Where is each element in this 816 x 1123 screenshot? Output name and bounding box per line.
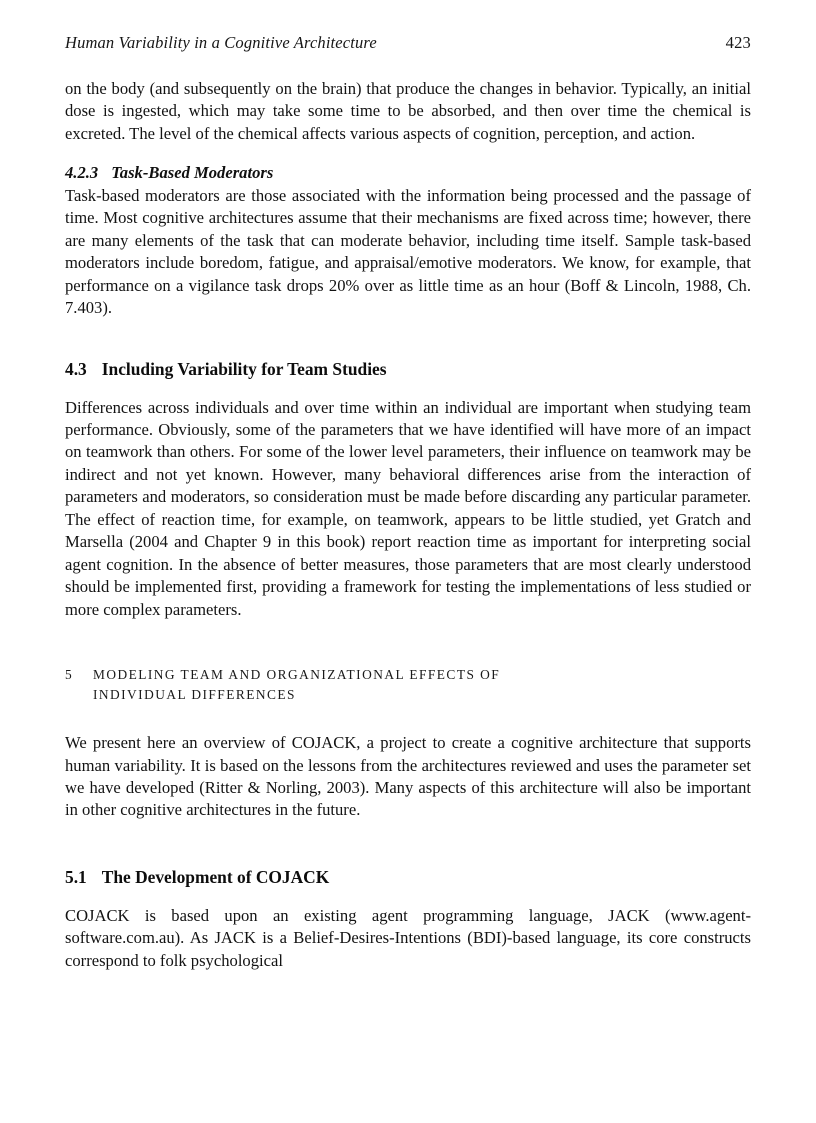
heading-5-1 [65, 866, 751, 888]
heading-5-1-number: 5.1 [65, 866, 87, 887]
spacer [65, 380, 751, 397]
spacer [65, 320, 751, 358]
heading-4-2-3-title: Task-Based Moderators [111, 163, 274, 183]
heading-4-3-title: Including Variability for Team Studies [101, 358, 387, 379]
heading-4-3 [65, 358, 751, 380]
spacer [65, 704, 751, 732]
paragraph-5-1-body: COJACK is based upon an existing agent programming language, JACK (www.agent-software.com.au). As JACK is a Belief-Desires-Intentions (BDI)-based language, its core constructs correspond to folk psychological [65, 905, 751, 970]
heading-5-1-title: The Development of COJACK [101, 866, 330, 887]
paragraph-4-2-3-body: Task-based moderators are those associated with the information being processed and the passage of time. Most cognitive architectures assume that their mechanisms are fixed across time; however, there are many elements of the task that can moderate behavior, including time itself. Sample task-based moderators include boredom, fatigue, and appraisal/emotive moderators. We know, for example, that performance on a vigilance task drops 20% over as little time as an hour (Boff & Lincoln, 1988, Ch. 7.403). [65, 185, 751, 318]
text-column [65, 78, 751, 972]
paragraph-4-3-body: Differences across individuals and over time within an individual are important when studying team performance. Obviously, some of the parameters that we have identified will have more of an impact on teamwork than others. For some of the lower level parameters, their influence on teamwork may be indirect and not yet known. However, many behavioral differences arise from the interaction of parameters and moderators, so consideration must be made before discarding any particular parameter. The effect of reaction time, for example, on teamwork, appears to be little studied, yet Gratch and Marsella (2004 and Chapter 9 in this book) report reaction time as important for interpreting social agent cognition. In the absence of better measures, those parameters that are most clearly understood should be implemented first, providing a framework for testing the implementations of less studied or more complex parameters. [65, 397, 751, 619]
running-head-title: Human Variability in a Cognitive Architecture [65, 33, 377, 52]
spacer [65, 822, 751, 866]
heading-section-5-number: 5 [65, 667, 72, 683]
spacer [65, 888, 751, 905]
heading-4-3-number: 4.3 [65, 358, 87, 379]
heading-section-5-title-line2: INDIVIDUAL DIFFERENCES [93, 686, 296, 702]
spacer [65, 145, 751, 162]
spacer [65, 621, 751, 665]
page-number: 423 [725, 33, 751, 52]
paragraph-continued: on the body (and subsequently on the brain) that produce the changes in behavior. Typically, an initial dose is ingested, which may take some time to be absorbed, and then over time the chemical is excreted. The level of the chemical affects various aspects of cognition, perception, and action. [65, 79, 751, 143]
heading-section-5-title-line1: MODELING TEAM AND ORGANIZATIONAL EFFECTS OF [93, 667, 501, 683]
running-head [65, 33, 751, 59]
heading-4-2-3-number: 4.2.3 [65, 163, 99, 183]
heading-section-5 [65, 665, 751, 704]
heading-4-2-3 [65, 162, 751, 184]
paragraph-section-5-body: We present here an overview of COJACK, a project to create a cognitive architecture that supports human variability. It is based on the lessons from the architectures reviewed and uses the parameter set we have developed (Ritter & Norling, 2003). Many aspects of this architecture will also be important in other cognitive architectures in the future. [65, 733, 751, 820]
